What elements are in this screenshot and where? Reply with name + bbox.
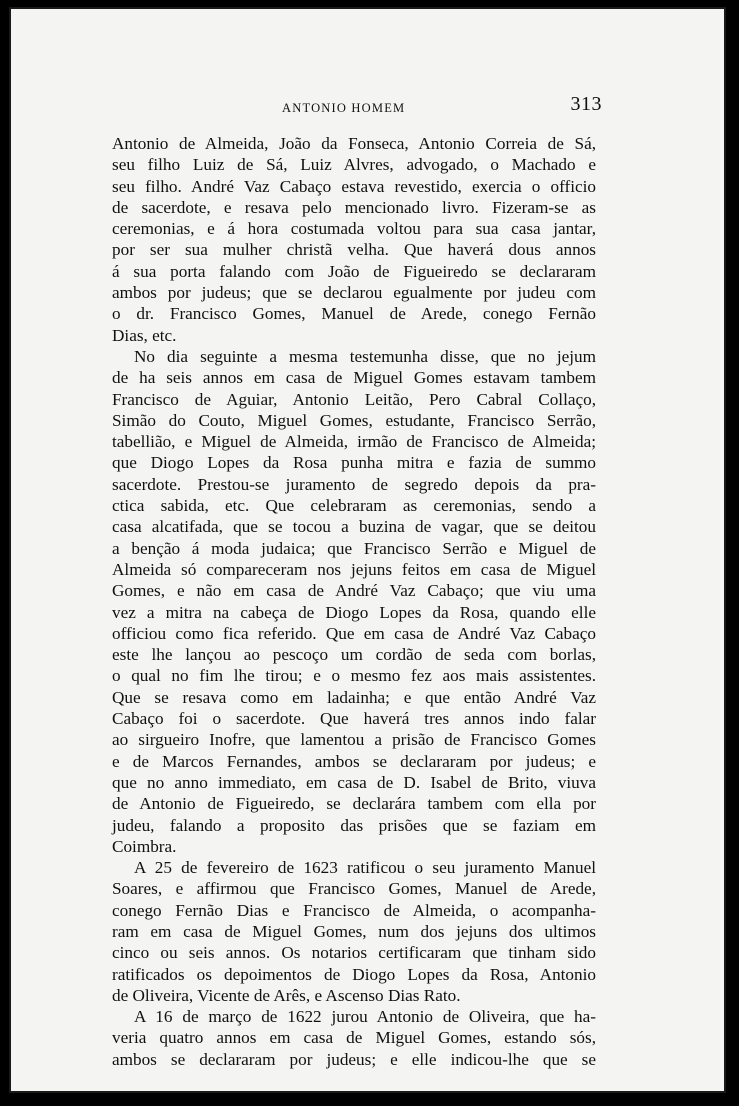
text-line: Soares, e affirmou que Francisco Gomes, Manuel de Arede, <box>112 879 596 899</box>
text-line: cinco ou seis annos. Os notarios certificaram que tinham sido <box>112 943 596 963</box>
text-line: Que se resava como em ladainha; e que então André Vaz <box>112 687 596 707</box>
text-line: o dr. Francisco Gomes, Manuel de Arede, conego Fernão <box>112 304 596 324</box>
text-line: a benção á moda judaica; que Francisco Serrão e Miguel de <box>112 538 596 558</box>
text-line: de Antonio de Figueiredo, se declarára tambem com ella por <box>112 794 596 814</box>
running-title: ANTONIO HOMEM <box>282 101 406 115</box>
text-line: A 16 de março de 1622 jurou Antonio de Oliveira, que ha- <box>134 1007 596 1027</box>
text-line: conego Fernão Dias e Francisco de Almeida, o acompanha- <box>112 900 596 920</box>
text-line: ambos por judeus; que se declarou egualmente por judeu com <box>112 283 596 303</box>
text-line: á sua porta falando com João de Figueiredo se declararam <box>112 261 596 281</box>
text-line: ambos se declararam por judeus; e elle indicou-lhe que se <box>112 1049 596 1069</box>
text-line: Gomes, e não em casa de André Vaz Cabaço; que viu uma <box>112 581 596 601</box>
page-number: 313 <box>570 93 602 115</box>
text-line: que Diogo Lopes da Rosa punha mitra e fazia de summo <box>112 453 596 473</box>
text-line: ratificados os depoimentos de Diogo Lopes da Rosa, Antonio <box>112 964 596 984</box>
text-line: Dias, etc. <box>112 325 177 345</box>
text-line: e de Marcos Fernandes, ambos se declararam por judeus; e <box>112 751 596 771</box>
text-line: Simão do Couto, Miguel Gomes, estudante, Francisco Serrão, <box>112 410 596 430</box>
text-line: casa alcatifada, que se tocou a buzina de vagar, que se deitou <box>112 517 596 537</box>
text-line: de ha seis annos em casa de Miguel Gomes estavam tambem <box>112 368 596 388</box>
text-line: A 25 de fevereiro de 1623 ratificou o seu juramento Manuel <box>134 858 596 878</box>
text-line: o qual no fim lhe tirou; e o mesmo fez aos mais assistentes. <box>112 666 596 686</box>
text-line: Almeida só compareceram nos jejuns feitos em casa de Miguel <box>112 559 596 579</box>
text-line: tabellião, e Miguel de Almeida, irmão de Francisco de Almeida; <box>112 432 596 452</box>
text-line: seu filho. André Vaz Cabaço estava revestido, exercia o officio <box>112 176 596 196</box>
body-text <box>112 133 596 1070</box>
text-line: Antonio de Almeida, João da Fonseca, Antonio Correia de Sá, <box>112 134 596 153</box>
text-line: vez a mitra na cabeça de Diogo Lopes da Rosa, quando elle <box>112 602 596 622</box>
text-line: officiou como fica referido. Que em casa de André Vaz Cabaço <box>112 623 596 643</box>
text-line: seu filho Luiz de Sá, Luiz Alvres, advogado, o Machado e <box>112 155 596 175</box>
text-line: de Oliveira, Vicente de Arês, e Ascenso Dias Rato. <box>112 985 461 1005</box>
text-line: ram em casa de Miguel Gomes, num dos jejuns dos ultimos <box>112 921 596 941</box>
text-line: ceremonias, e á hora costumada voltou para sua casa jantar, <box>112 219 596 239</box>
text-line: Cabaço foi o sacerdote. Que haverá tres annos indo falar <box>112 709 596 729</box>
page-header <box>112 93 602 123</box>
text-line: judeu, falando a proposito das prisões que se faziam em <box>112 815 596 835</box>
text-line: que no anno immediato, em casa de D. Isabel de Brito, viuva <box>112 772 596 792</box>
text-line: ao sirgueiro Inofre, que lamentou a prisão de Francisco Gomes <box>112 730 596 750</box>
text-line: Francisco de Aguiar, Antonio Leitão, Pero Cabral Collaço, <box>112 389 596 409</box>
text-line: por ser sua mulher christã velha. Que haverá dous annos <box>112 240 596 260</box>
text-line: veria quatro annos em casa de Miguel Gomes, estando sós, <box>112 1028 596 1048</box>
text-line: Coimbra. <box>112 836 177 856</box>
text-line: No dia seguinte a mesma testemunha disse, que no jejum <box>134 346 596 366</box>
page-sheet <box>9 7 726 1093</box>
text-line: sacerdote. Prestou-se juramento de segredo depois da pra- <box>112 474 596 494</box>
text-line: ctica sabida, etc. Que celebraram as ceremonias, sendo a <box>112 496 596 516</box>
text-line: este lhe lançou ao pescoço um cordão de seda com borlas, <box>112 645 596 665</box>
text-line: de sacerdote, e resava pelo mencionado livro. Fizeram-se as <box>112 197 596 217</box>
